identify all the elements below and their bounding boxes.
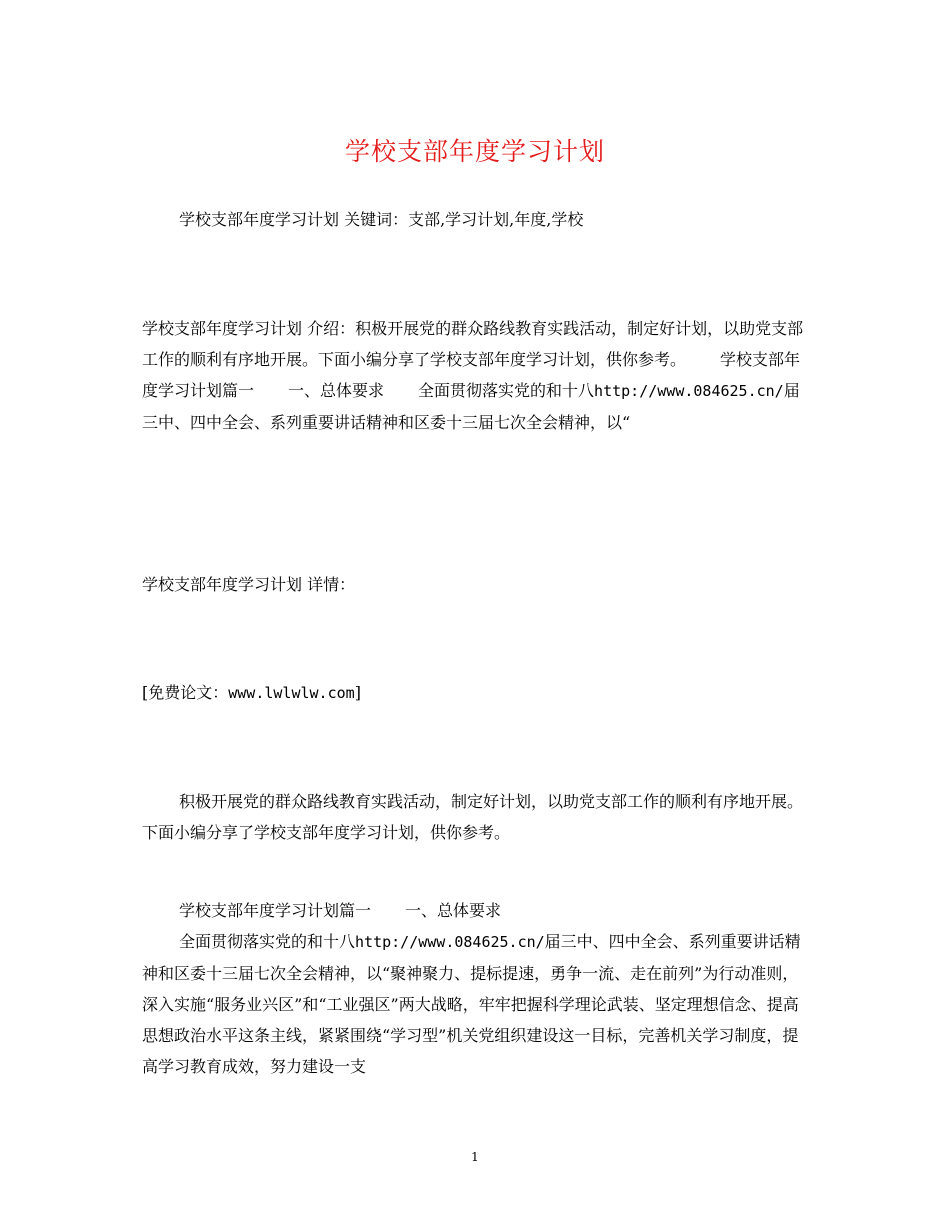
para2-url: http://www.084625.cn/ (355, 933, 545, 951)
source-suffix: ] (354, 683, 361, 702)
intro-text: 全面贯彻落实党的和十八 (418, 381, 595, 400)
section-heading-line (142, 895, 812, 926)
source-url: www.lwlwlw.com (228, 684, 355, 702)
body-paragraph-2 (142, 926, 812, 1082)
intro-suffix: 届三中、四中全会、系列重要讲话精神和区委十三届七次全会精神，以“ (142, 381, 800, 432)
para2-suffix: 届三中、四中全会、系列重要讲话精神和区委十三届七次全会精神，以“聚神聚力、提标提速，勇争一流、走在前列”为行动准则，深入实施“服务业兴区”和“工业强区”两大战略，牢牢把握科学理论武装、坚定理想信念、提高思想政治水平这条主线，紧紧围绕“学习型”机关党组织建设这一目标，完善机关学习制度，提高学习教育成效，努力建设一支 (142, 932, 801, 1076)
source-line (142, 677, 812, 709)
intro-section-heading: 学校支部年度学习计划篇一 (142, 350, 801, 400)
document-title: 学校支部年度学习计划 (344, 137, 605, 166)
source-prefix: [免费论文： (142, 683, 229, 702)
keywords-line: 学校支部年度学习计划 关键词：支部,学习计划,年度,学校 (179, 210, 584, 229)
intro-section-sub: 一、总体要求 (288, 381, 385, 400)
section-subheading: 一、总体要求 (405, 901, 502, 920)
intro-url: http://www.084625.cn/ (594, 382, 784, 400)
page-number: 1 (471, 1150, 479, 1164)
body-paragraph-1: 积极开展党的群众路线教育实践活动，制定好计划，以助党支部工作的顺利有序地开展。下面小编分享了学校支部年度学习计划，供你参考。 (142, 792, 804, 842)
details-label: 学校支部年度学习计划 详情： (142, 575, 356, 594)
para2-prefix: 全面贯彻落实党的和十八 (179, 932, 356, 951)
intro-prefix: 学校支部年度学习计划 介绍：积极开展党的群众路线教育实践活动，制定好计划，以助党支部工作的顺利有序地开展。下面小编分享了学校支部年度学习计划，供你参考。 (142, 319, 804, 369)
intro-paragraph (142, 313, 812, 438)
section-heading: 学校支部年度学习计划篇一 (179, 901, 372, 920)
